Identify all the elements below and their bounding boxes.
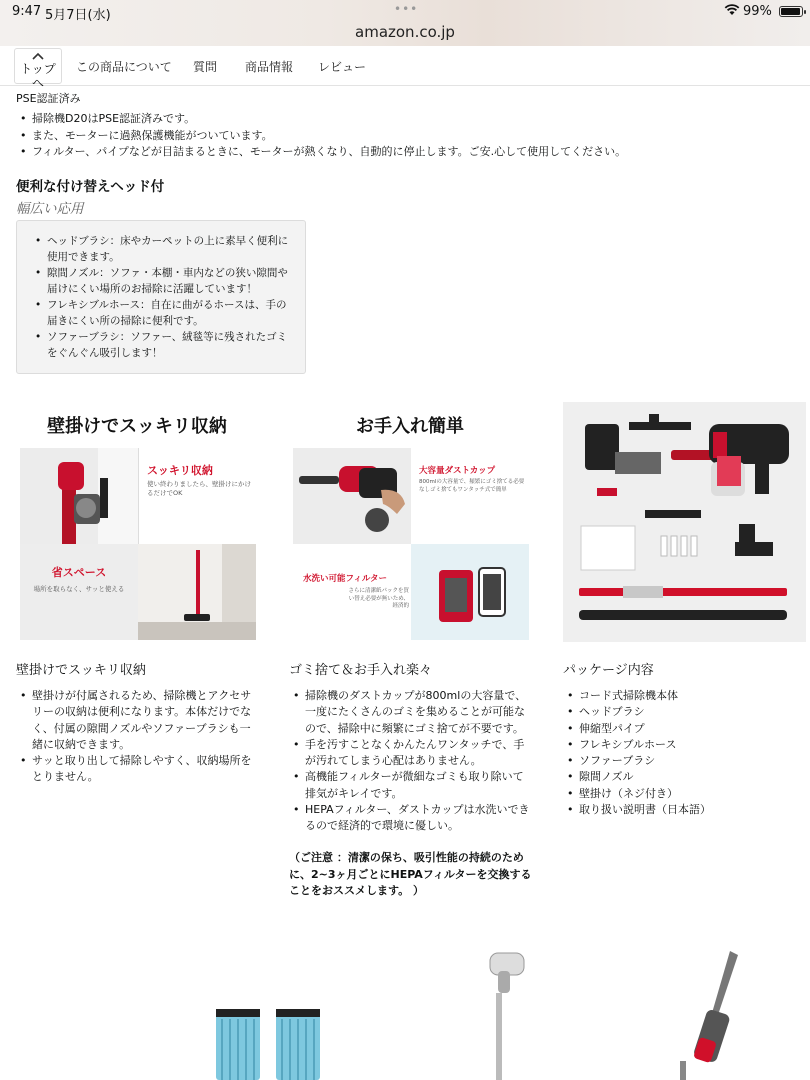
list-item: • ヘッドブラシ <box>563 704 803 720</box>
easy-care-image[interactable] <box>289 402 531 642</box>
list-item: • フレキシブルホース <box>563 737 803 753</box>
list-item: • 掃除機D20はPSE認証済みです。 <box>16 111 796 128</box>
list-item: • 壁掛け（ネジ付き） <box>563 786 803 802</box>
list-item: • 取り扱い説明書（日本語） <box>563 802 803 818</box>
upright-vacuum-image[interactable] <box>660 945 750 1080</box>
battery-percent: 99% <box>743 4 772 19</box>
clock: 9:47 <box>12 4 42 19</box>
feature-desc: さらに清潔紙パックを買い替え必要が無いため、経済的 <box>348 588 409 609</box>
pse-list <box>16 111 796 161</box>
list-item: • フィルター、パイプなどが目詰まるときに、モーターが熱くなり、自動的に停止します。ご安.心して使用してください。 <box>16 144 796 161</box>
list-item: • 隙間ノズル <box>563 769 803 785</box>
back-to-top-label: トップへ <box>20 62 56 90</box>
list-item: • HEPAフィルター、ダストカップは水洗いできるので経済的で環境に優しい。 <box>289 802 534 835</box>
wall-feature-card <box>138 448 256 544</box>
package-contents-image[interactable] <box>563 402 806 642</box>
dust-care-list <box>289 688 534 835</box>
feature-desc: 800mlの大容量で、頻繁にゴミ捨てる必要なしゴミ捨てもワンタッチ式で簡単 <box>419 479 525 493</box>
column-title: ゴミ捨て＆お手入れ楽々 <box>289 663 433 678</box>
product-nav <box>0 46 810 90</box>
list-item: • コード式掃除機本体 <box>563 688 803 704</box>
tab-reviews[interactable]: レビュー <box>318 60 367 74</box>
filter-card <box>293 544 411 640</box>
corner-photo <box>138 544 256 640</box>
status-bar <box>0 0 810 46</box>
wifi-icon <box>724 4 740 19</box>
filter-notice: （ご注意 ：清潔の保ち、吸引性能の持続のために、2~3ヶ月ごとにHEPAフィルターを交換することをおススメします。 ） <box>289 851 532 897</box>
list-item: • また、モーターに過熱保護機能がついています。 <box>16 128 796 145</box>
list-item: • 隙間ノズル：ソファ・本棚・車内などの狭い隙間や届けにくい場所のお掃除に活躍しています！ <box>31 265 295 297</box>
battery-icon <box>779 6 803 17</box>
stick-vacuum-image[interactable] <box>470 945 540 1080</box>
list-item: • 手を汚すことなくかんたんワンタッチで、手が汚れてしまう心配はありません。 <box>289 737 534 770</box>
wall-mount-list <box>16 688 261 786</box>
package-list <box>563 688 803 818</box>
feature-label: 省スペース <box>51 566 107 579</box>
column-title: パッケージ内容 <box>563 663 654 678</box>
list-item: • サッと取り出して掃除しやすく、収納場所をとりません。 <box>16 753 261 786</box>
image-title: 壁掛けでスッキリ収納 <box>47 416 227 437</box>
list-item: • フレキシブルホース：自在に曲がるホースは、手の届きにくい所の掃除に便利です。 <box>31 297 295 329</box>
space-card <box>20 544 138 640</box>
feature-label: スッキリ収納 <box>147 464 213 477</box>
dust-cup-card <box>411 448 529 544</box>
feature-desc: 場所を取らなく、サッと使える <box>33 585 125 593</box>
dust-cup-photo <box>293 448 411 544</box>
feature-desc: 使い終わりましたら、壁掛けにかけるだけでOK <box>147 480 251 497</box>
feature-label: 大容量ダストカップ <box>419 466 496 476</box>
list-item: • 掃除機のダストカップが800mlの大容量で、一度にたくさんのゴミを集めることが可能なので、掃除中に頻繁にゴミ捨てが不要です。 <box>289 688 534 737</box>
list-item: • 伸縮型パイプ <box>563 721 803 737</box>
tab-product-info[interactable]: 商品情報 <box>245 60 294 74</box>
wall-mount-image[interactable] <box>16 402 258 642</box>
list-item: • 壁掛けが付属されるため、掃除機とアクセサリーの収納は便利になります。本体だけでなく、付属の隙間ノズルやソファーブラシも一緒に収納できます。 <box>16 688 261 753</box>
list-item: • ヘッドブラシ：床やカーペットの上に素早く便利に使用できます。 <box>31 233 295 265</box>
chevron-up-icon <box>15 51 61 62</box>
attachments-box <box>16 220 306 374</box>
section-subheading: 幅広い応用 <box>16 201 84 217</box>
wall-photo <box>20 448 138 544</box>
list-item: • ソファーブラシ <box>563 753 803 769</box>
column-title: 壁掛けでスッキリ収納 <box>16 663 146 678</box>
pse-heading: PSE認証済み <box>16 92 81 105</box>
feature-label: 水洗い可能フィルター <box>303 574 387 584</box>
more-dots-icon[interactable]: ••• <box>394 2 419 16</box>
date: 5月7日(水) <box>45 8 111 23</box>
back-to-top-button[interactable] <box>14 48 62 90</box>
address-bar[interactable]: amazon.co.jp <box>355 23 455 41</box>
hepa-filters-image[interactable] <box>210 1005 330 1080</box>
list-item: • ソファーブラシ：ソファー、絨毯等に残されたゴミをぐんぐん吸引します！ <box>31 329 295 361</box>
filter-photo <box>411 544 529 640</box>
image-title: お手入れ簡単 <box>356 416 464 437</box>
tab-questions[interactable]: 質問 <box>193 60 218 74</box>
tab-about[interactable]: この商品について <box>76 60 172 74</box>
list-item: • 高機能フィルターが微細なゴミも取り除いて排気がキレイです。 <box>289 769 534 802</box>
section-heading: 便利な付け替えヘッド付 <box>16 179 165 195</box>
